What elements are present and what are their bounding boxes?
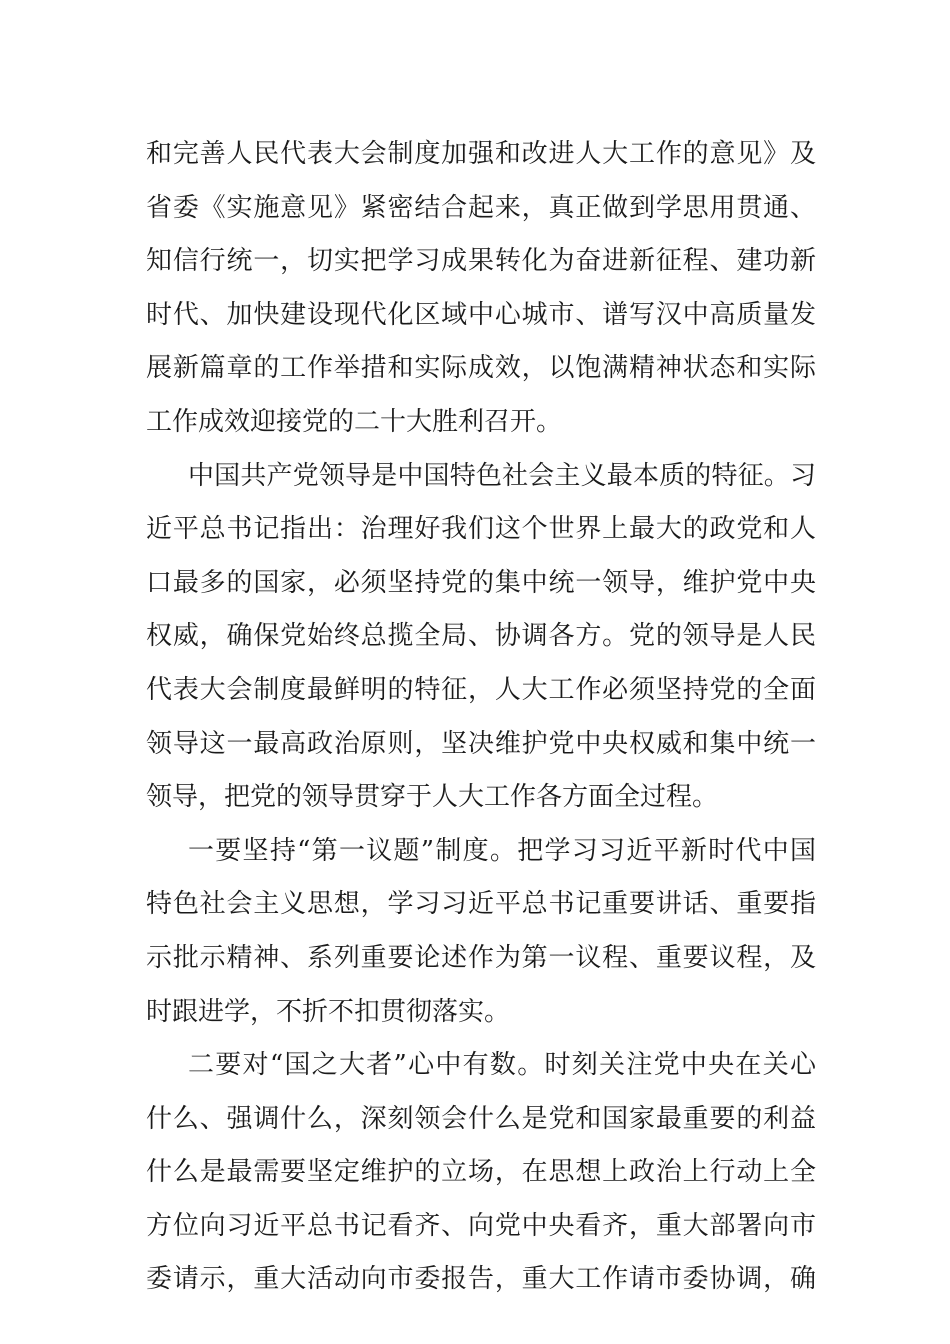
text-line: 工作成效迎接党的二十大胜利召开。 bbox=[146, 406, 563, 437]
text-line: 省委《实施意见》紧密结合起来，真正做到学思用贯通、 bbox=[146, 192, 816, 223]
document-body bbox=[146, 128, 816, 1307]
text-line: 展新篇章的工作举措和实际成效，以饱满精神状态和实际 bbox=[146, 353, 816, 384]
text-line: 领导，把党的领导贯穿于人大工作各方面全过程。 bbox=[146, 782, 719, 813]
text-line: 权威，确保党始终总揽全局、协调各方。党的领导是人民 bbox=[146, 621, 816, 652]
text-line: 时代、加快建设现代化区域中心城市、谱写汉中高质量发 bbox=[146, 299, 816, 330]
text-line: 委请示，重大活动向市委报告，重大工作请市委协调，确 bbox=[146, 1264, 816, 1295]
text-line: 二要对“国之大者”心中有数。时刻关注党中央在关心 bbox=[188, 1050, 816, 1081]
text-line: 口最多的国家，必须坚持党的集中统一领导，维护党中央 bbox=[146, 567, 816, 598]
text-line: 代表大会制度最鲜明的特征，人大工作必须坚持党的全面 bbox=[146, 674, 816, 705]
text-line: 领导这一最高政治原则，坚决维护党中央权威和集中统一 bbox=[146, 728, 816, 759]
text-line: 知信行统一，切实把学习成果转化为奋进新征程、建功新 bbox=[146, 246, 816, 277]
text-line: 和完善人民代表大会制度加强和改进人大工作的意见》及 bbox=[146, 139, 816, 169]
text-line: 特色社会主义思想，学习习近平总书记重要讲话、重要指 bbox=[146, 889, 816, 920]
text-line: 什么、强调什么，深刻领会什么是党和国家最重要的利益 bbox=[146, 1103, 816, 1134]
text-line: 什么是最需要坚定维护的立场，在思想上政治上行动上全 bbox=[146, 1157, 816, 1188]
text-line: 方位向习近平总书记看齐、向党中央看齐，重大部署向市 bbox=[146, 1210, 816, 1241]
text-line: 一要坚持“第一议题”制度。把学习习近平新时代中国 bbox=[188, 835, 816, 866]
text-line: 时跟进学，不折不扣贯彻落实。 bbox=[146, 996, 511, 1027]
text-line: 示批示精神、系列重要论述作为第一议程、重要议程，及 bbox=[146, 942, 816, 973]
text-line: 近平总书记指出：治理好我们这个世界上最大的政党和人 bbox=[146, 514, 816, 545]
text-line: 中国共产党领导是中国特色社会主义最本质的特征。习 bbox=[188, 460, 816, 491]
